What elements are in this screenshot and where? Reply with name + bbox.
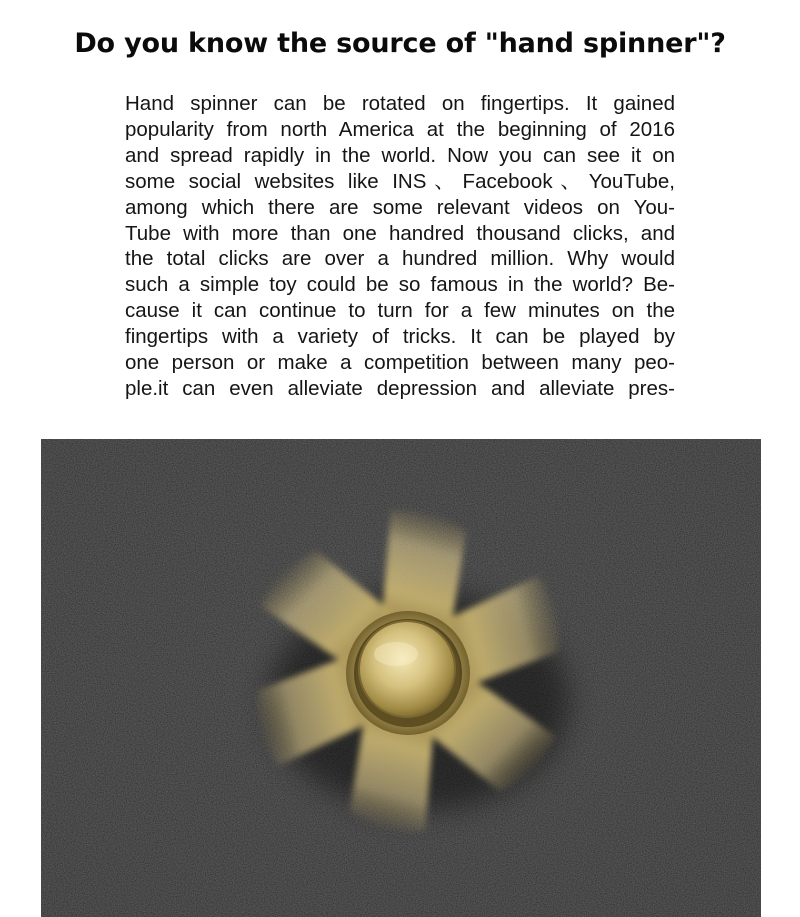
paragraph-line: and spread rapidly in the world. Now you can see it on: [125, 143, 675, 167]
paragraph-line: some social websites like INS、Facebook、YouTube,: [125, 169, 675, 193]
paragraph-line: cause it can continue to turn for a few minutes on the: [125, 299, 675, 323]
paragraph-line: Tube with more than one handred thousand clicks, and: [125, 221, 675, 245]
article-paragraph: [125, 91, 675, 402]
paragraph-line: Hand spinner can be rotated on fingertips. It gained: [125, 92, 675, 115]
paragraph-line: among which there are some relevant videos on You-: [125, 195, 675, 219]
paragraph-line: one person or make a competition between many peo-: [125, 351, 675, 375]
paragraph-line: ple.it can even alleviate depression and alleviate pres-: [125, 376, 675, 400]
paragraph-line: popularity from north America at the beginning of 2016: [125, 117, 675, 141]
paragraph-line: the total clicks are over a hundred million. Why would: [125, 247, 675, 271]
page-title: Do you know the source of "hand spinner"?: [74, 28, 726, 59]
paragraph-line: such a simple toy could be so famous in the world? Be-: [125, 273, 675, 297]
product-photo: [41, 439, 761, 917]
brass-fidget-spinner-photo: [41, 439, 761, 917]
paragraph-line: fingertips with a variety of tricks. It can be played by: [125, 325, 675, 349]
